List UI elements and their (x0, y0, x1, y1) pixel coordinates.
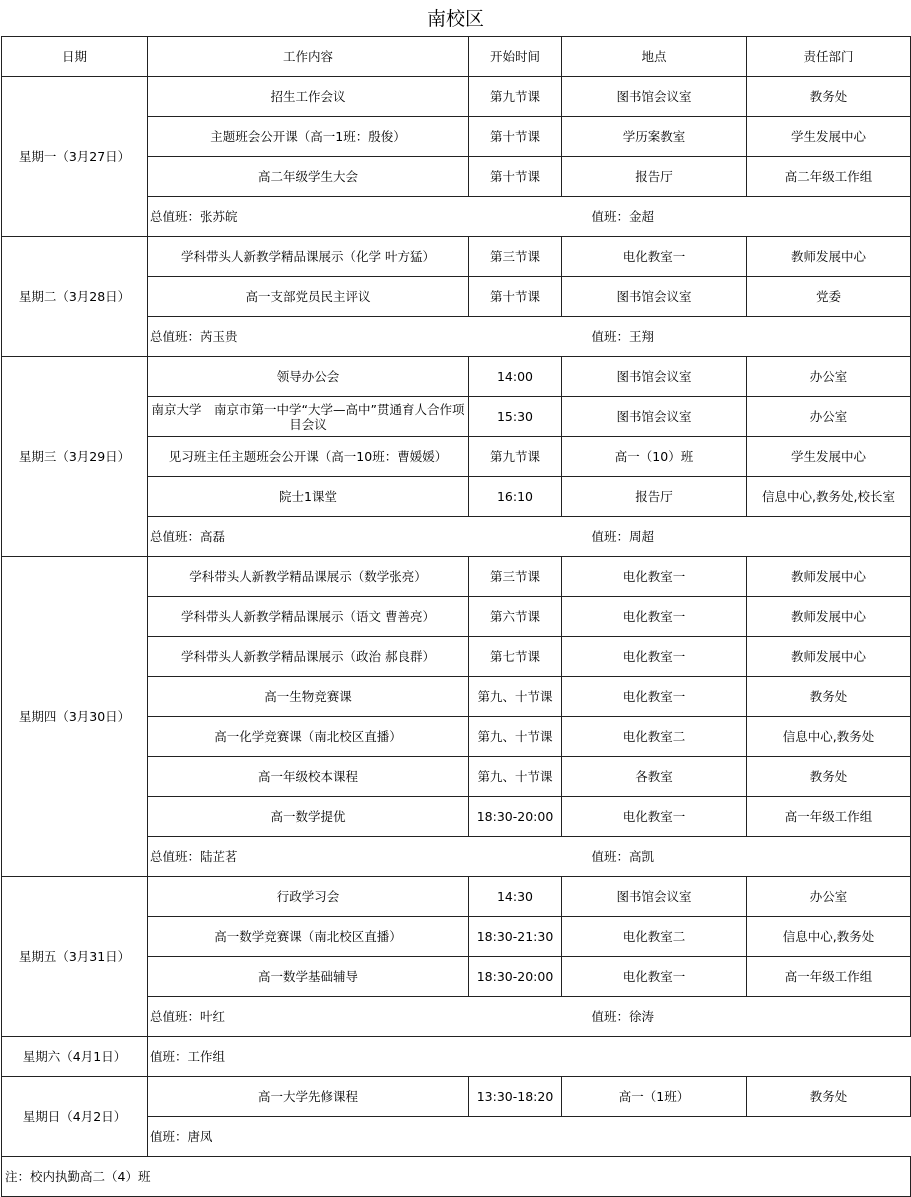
duty-right: 值班：金超 (562, 197, 911, 237)
event-time: 第十节课 (469, 277, 562, 317)
event-content: 南京大学 南京市第一中学“大学—高中”贯通育人合作项目会议 (148, 397, 469, 437)
event-dept: 教务处 (747, 757, 911, 797)
event-row (2, 1077, 911, 1117)
event-content: 主题班会公开课（高一1班：殷俊） (148, 117, 469, 157)
event-dept: 教师发展中心 (747, 237, 911, 277)
day-date: 星期四（3月30日） (2, 557, 148, 877)
event-content: 院士1课堂 (148, 477, 469, 517)
header-place: 地点 (562, 37, 747, 77)
duty-left: 总值班：芮玉贵 (148, 317, 562, 357)
event-content: 招生工作会议 (148, 77, 469, 117)
event-content: 高一年级校本课程 (148, 757, 469, 797)
event-time: 第十节课 (469, 157, 562, 197)
header-row (2, 37, 911, 77)
event-place: 电化教室一 (562, 237, 747, 277)
event-content: 高一大学先修课程 (148, 1077, 469, 1117)
header-time: 开始时间 (469, 37, 562, 77)
event-row (2, 877, 911, 917)
header-dept: 责任部门 (747, 37, 911, 77)
event-time: 第十节课 (469, 117, 562, 157)
event-dept: 办公室 (747, 397, 911, 437)
event-time: 第三节课 (469, 237, 562, 277)
event-time: 第三节课 (469, 557, 562, 597)
event-content: 学科带头人新教学精品课展示（语文 曹善亮） (148, 597, 469, 637)
event-place: 学历案教室 (562, 117, 747, 157)
event-time: 18:30-20:00 (469, 797, 562, 837)
event-dept: 信息中心,教务处 (747, 717, 911, 757)
event-place: 各教室 (562, 757, 747, 797)
event-time: 第七节课 (469, 637, 562, 677)
duty-left: 总值班：高磊 (148, 517, 562, 557)
event-content: 学科带头人新教学精品课展示（数学张亮） (148, 557, 469, 597)
event-row (2, 77, 911, 117)
event-content: 学科带头人新教学精品课展示（化学 叶方猛） (148, 237, 469, 277)
event-dept: 高一年级工作组 (747, 957, 911, 997)
event-place: 电化教室二 (562, 917, 747, 957)
event-time: 第九、十节课 (469, 757, 562, 797)
event-place: 电化教室一 (562, 597, 747, 637)
event-time: 15:30 (469, 397, 562, 437)
event-content: 见习班主任主题班会公开课（高一10班：曹媛媛） (148, 437, 469, 477)
event-place: 电化教室一 (562, 637, 747, 677)
event-dept: 办公室 (747, 877, 911, 917)
header-date: 日期 (2, 37, 148, 77)
event-row (2, 357, 911, 397)
event-content: 学科带头人新教学精品课展示（政治 郝良群） (148, 637, 469, 677)
event-dept: 教务处 (747, 677, 911, 717)
event-row (2, 237, 911, 277)
event-row (2, 557, 911, 597)
schedule-body (2, 37, 911, 1197)
day-date: 星期六（4月1日） (2, 1037, 148, 1077)
day-date: 星期日（4月2日） (2, 1077, 148, 1157)
duty-left: 总值班：叶红 (148, 997, 562, 1037)
event-dept: 教务处 (747, 1077, 911, 1117)
event-content: 高一数学竞赛课（南北校区直播） (148, 917, 469, 957)
duty-right: 值班：高凯 (562, 837, 911, 877)
day-date: 星期一（3月27日） (2, 77, 148, 237)
event-place: 图书馆会议室 (562, 277, 747, 317)
event-content: 高一生物竞赛课 (148, 677, 469, 717)
duty-left: 总值班：张苏皖 (148, 197, 562, 237)
event-content: 行政学习会 (148, 877, 469, 917)
duty-right: 值班：周超 (562, 517, 911, 557)
event-dept: 高二年级工作组 (747, 157, 911, 197)
duty-left: 总值班：陆芷茗 (148, 837, 562, 877)
event-dept: 高一年级工作组 (747, 797, 911, 837)
day-date: 星期二（3月28日） (2, 237, 148, 357)
day-date: 星期五（3月31日） (2, 877, 148, 1037)
note-row (2, 1157, 911, 1197)
event-place: 电化教室一 (562, 797, 747, 837)
event-content: 高一支部党员民主评议 (148, 277, 469, 317)
event-dept: 学生发展中心 (747, 117, 911, 157)
event-dept: 教师发展中心 (747, 637, 911, 677)
event-place: 图书馆会议室 (562, 357, 747, 397)
event-content: 高二年级学生大会 (148, 157, 469, 197)
event-content: 领导办公会 (148, 357, 469, 397)
event-place: 电化教室一 (562, 557, 747, 597)
event-place: 图书馆会议室 (562, 397, 747, 437)
event-dept: 学生发展中心 (747, 437, 911, 477)
footer-note: 注：校内执勤高二（4）班 (2, 1157, 911, 1197)
event-dept: 教师发展中心 (747, 597, 911, 637)
event-time: 14:00 (469, 357, 562, 397)
duty-left: 值班：工作组 (148, 1037, 911, 1077)
event-time: 第九、十节课 (469, 717, 562, 757)
event-place: 电化教室一 (562, 957, 747, 997)
event-time: 第九节课 (469, 437, 562, 477)
event-content: 高一数学基础辅导 (148, 957, 469, 997)
duty-right: 值班：徐涛 (562, 997, 911, 1037)
event-dept: 信息中心,教务处 (747, 917, 911, 957)
event-dept: 党委 (747, 277, 911, 317)
event-time: 18:30-20:00 (469, 957, 562, 997)
event-time: 第九、十节课 (469, 677, 562, 717)
page-title: 南校区 (426, 8, 484, 30)
event-dept: 办公室 (747, 357, 911, 397)
event-content: 高一化学竞赛课（南北校区直播） (148, 717, 469, 757)
event-time: 第六节课 (469, 597, 562, 637)
event-place: 图书馆会议室 (562, 877, 747, 917)
event-place: 电化教室一 (562, 677, 747, 717)
event-place: 高一（10）班 (562, 437, 747, 477)
event-time: 18:30-21:30 (469, 917, 562, 957)
header-content: 工作内容 (148, 37, 469, 77)
event-place: 电化教室二 (562, 717, 747, 757)
event-time: 第九节课 (469, 77, 562, 117)
event-dept: 教师发展中心 (747, 557, 911, 597)
schedule-table (1, 36, 911, 1197)
day-date: 星期三（3月29日） (2, 357, 148, 557)
event-place: 报告厅 (562, 157, 747, 197)
day-row (2, 1037, 911, 1077)
duty-right: 值班：王翔 (562, 317, 911, 357)
duty-left: 值班：唐凤 (148, 1117, 911, 1157)
event-place: 图书馆会议室 (562, 77, 747, 117)
event-content: 高一数学提优 (148, 797, 469, 837)
event-place: 高一（1班） (562, 1077, 747, 1117)
event-time: 13:30-18:20 (469, 1077, 562, 1117)
event-place: 报告厅 (562, 477, 747, 517)
event-time: 14:30 (469, 877, 562, 917)
event-dept: 教务处 (747, 77, 911, 117)
event-time: 16:10 (469, 477, 562, 517)
event-dept: 信息中心,教务处,校长室 (747, 477, 911, 517)
